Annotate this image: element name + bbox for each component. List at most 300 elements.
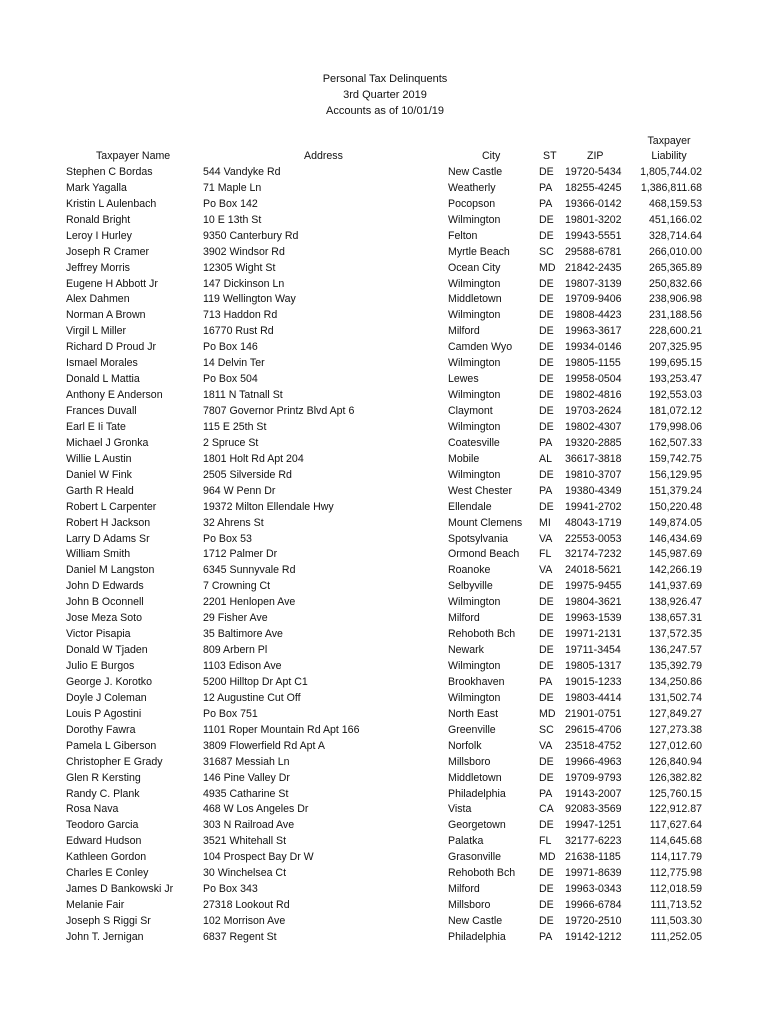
cell-taxpayer-name: Garth R Heald — [66, 484, 134, 497]
cell-city: Camden Wyo — [448, 341, 513, 354]
cell-address: 2505 Silverside Rd — [203, 468, 292, 481]
cell-state: DE — [539, 325, 554, 338]
cell-taxpayer-name: Julio E Burgos — [66, 660, 135, 672]
cell-taxpayer-name: Ismael Morales — [66, 357, 138, 370]
cell-city: Middletown — [448, 293, 502, 306]
cell-state: SC — [539, 723, 554, 736]
cell-zip: 21638-1185 — [565, 851, 621, 864]
cell-liability: 181,072.12 — [648, 405, 702, 417]
cell-zip: 19803-4414 — [565, 691, 622, 704]
cell-address: 964 W Penn Dr — [203, 484, 276, 497]
cell-address: 146 Pine Valley Dr — [203, 771, 290, 784]
cell-state: DE — [539, 691, 554, 704]
cell-address: 30 Winchelsea Ct — [203, 867, 287, 880]
cell-address: 102 Morrison Ave — [203, 915, 286, 927]
cell-liability: 150,220.48 — [648, 500, 702, 513]
cell-taxpayer-name: Victor Pisapia — [66, 628, 131, 641]
cell-state: DE — [539, 405, 554, 417]
table-row — [0, 739, 770, 755]
cell-address: 12305 Wight St — [203, 261, 276, 274]
cell-taxpayer-name: Pamela L Giberson — [66, 739, 157, 752]
cell-taxpayer-name: Donald L Mattia — [66, 373, 140, 386]
cell-address: Po Box 142 — [203, 197, 258, 210]
cell-city: Wilmington — [448, 596, 501, 609]
table-row — [0, 245, 770, 261]
cell-city: Wilmington — [448, 468, 501, 481]
cell-city: New Castle — [448, 915, 503, 927]
cell-state: DE — [539, 644, 554, 657]
cell-city: Wilmington — [448, 357, 501, 370]
cell-liability: 131,502.74 — [648, 691, 702, 704]
cell-liability: 159,742.75 — [648, 452, 702, 465]
cell-zip: 19934-0146 — [565, 341, 622, 354]
report-as-of: Accounts as of 10/01/19 — [325, 105, 445, 117]
cell-address: 6345 Sunnyvale Rd — [203, 564, 296, 577]
cell-taxpayer-name: Mark Yagalla — [66, 181, 127, 194]
cell-zip: 19142-1212 — [565, 930, 622, 943]
table-row — [0, 547, 770, 563]
cell-city: Milford — [448, 883, 480, 896]
cell-liability: 238,906.98 — [648, 293, 702, 306]
cell-state: SC — [539, 245, 554, 258]
cell-taxpayer-name: Ronald Bright — [66, 213, 131, 226]
cell-zip: 19966-4963 — [565, 755, 622, 768]
table-row — [0, 516, 770, 532]
cell-liability: 135,392.79 — [648, 660, 702, 672]
cell-zip: 29588-6781 — [565, 245, 622, 258]
cell-address: 10 E 13th St — [203, 213, 262, 226]
cell-address: 119 Wellington Way — [203, 293, 296, 306]
cell-state: DE — [539, 755, 554, 768]
cell-taxpayer-name: Robert H Jackson — [66, 516, 151, 529]
table-row — [0, 787, 770, 803]
cell-taxpayer-name: Jeffrey Morris — [66, 261, 130, 274]
cell-state: DE — [539, 819, 554, 832]
cell-liability: 112,018.59 — [649, 883, 702, 896]
cell-address: 16770 Rust Rd — [203, 325, 274, 338]
cell-address: Po Box 751 — [203, 707, 258, 720]
cell-zip: 19709-9793 — [565, 771, 622, 784]
cell-state: PA — [539, 436, 553, 449]
table-row — [0, 484, 770, 500]
cell-address: 19372 Milton Ellendale Hwy — [203, 500, 334, 513]
cell-address: Po Box 504 — [203, 373, 258, 386]
table-row — [0, 420, 770, 436]
delinquents-table — [0, 133, 770, 946]
cell-city: West Chester — [448, 484, 512, 497]
cell-address: Po Box 146 — [203, 341, 258, 354]
cell-zip: 19143-2007 — [565, 787, 622, 800]
cell-liability: 250,832.66 — [648, 277, 702, 290]
cell-city: Milford — [448, 612, 480, 625]
cell-city: Ormond Beach — [448, 548, 520, 561]
cell-city: Wilmington — [448, 277, 501, 290]
cell-address: 31687 Messiah Ln — [203, 755, 290, 768]
cell-address: 544 Vandyke Rd — [203, 165, 281, 178]
cell-city: Ellendale — [448, 500, 492, 513]
table-row — [0, 372, 770, 388]
cell-liability: 127,849.27 — [648, 707, 702, 720]
cell-zip: 48043-1719 — [565, 516, 622, 529]
cell-liability: 146,434.69 — [648, 532, 702, 545]
cell-city: Greenville — [448, 723, 496, 736]
cell-zip: 29615-4706 — [565, 723, 622, 736]
cell-address: 5200 Hilltop Dr Apt C1 — [203, 675, 308, 688]
cell-city: Philadelphia — [448, 930, 506, 943]
cell-taxpayer-name: Kristin L Aulenbach — [66, 197, 157, 210]
report-title-block — [0, 71, 770, 119]
cell-liability: 127,012.60 — [648, 739, 702, 752]
cell-zip: 19703-2624 — [565, 405, 622, 417]
cell-liability: 149,874.05 — [648, 516, 702, 529]
table-row — [0, 723, 770, 739]
cell-taxpayer-name: Glen R Kersting — [66, 771, 141, 784]
cell-address: 7807 Governor Printz Blvd Apt 6 — [203, 405, 355, 417]
cell-taxpayer-name: Daniel M Langston — [66, 564, 155, 577]
table-row — [0, 818, 770, 834]
cell-taxpayer-name: Richard D Proud Jr — [66, 341, 157, 354]
cell-liability: 117,627.64 — [649, 819, 702, 832]
cell-liability: 1,386,811.68 — [640, 181, 702, 194]
table-row — [0, 675, 770, 691]
report-title: Personal Tax Delinquents — [322, 73, 448, 85]
cell-zip: 19971-8639 — [565, 867, 622, 880]
cell-taxpayer-name: William Smith — [66, 548, 131, 561]
cell-taxpayer-name: Kathleen Gordon — [66, 851, 147, 864]
cell-liability: 228,600.21 — [648, 325, 702, 338]
cell-state: PA — [539, 787, 553, 800]
table-row — [0, 866, 770, 882]
cell-address: 1103 Edison Ave — [203, 660, 282, 672]
cell-address: 32 Ahrens St — [203, 516, 264, 529]
cell-city: Millsboro — [448, 899, 491, 912]
cell-state: DE — [539, 389, 554, 402]
cell-liability: 126,840.94 — [648, 755, 702, 768]
cell-address: 2 Spruce St — [203, 436, 259, 449]
cell-taxpayer-name: Earl E Ii Tate — [66, 420, 126, 433]
cell-taxpayer-name: Frances Duvall — [66, 405, 137, 417]
cell-zip: 24018-5621 — [565, 564, 622, 577]
table-row — [0, 356, 770, 372]
cell-zip: 19015-1233 — [565, 675, 622, 688]
cell-liability: 141,937.69 — [648, 580, 702, 593]
cell-zip: 32177-6223 — [565, 835, 622, 848]
cell-zip: 19963-0343 — [565, 883, 622, 896]
cell-city: Wilmington — [448, 420, 501, 433]
cell-liability: 122,912.87 — [648, 803, 702, 816]
cell-state: PA — [539, 930, 553, 943]
table-row — [0, 532, 770, 548]
table-row — [0, 388, 770, 404]
cell-taxpayer-name: Edward Hudson — [66, 835, 142, 848]
cell-city: Vista — [448, 803, 472, 816]
cell-state: PA — [539, 675, 553, 688]
cell-state: DE — [539, 293, 554, 306]
cell-state: DE — [539, 309, 554, 322]
cell-city: Milford — [448, 325, 480, 338]
cell-address: 14 Delvin Ter — [203, 357, 265, 370]
cell-state: MD — [539, 707, 556, 720]
cell-taxpayer-name: Dorothy Fawra — [66, 723, 136, 736]
table-row — [0, 802, 770, 818]
cell-address: 27318 Lookout Rd — [203, 899, 290, 912]
cell-address: 7 Crowning Ct — [203, 580, 271, 593]
cell-zip: 19720-2510 — [565, 915, 622, 927]
cell-liability: 231,188.56 — [648, 309, 702, 322]
cell-state: DE — [539, 899, 554, 912]
header-liability-top: Taxpayer — [647, 135, 691, 147]
table-row — [0, 181, 770, 197]
cell-taxpayer-name: Anthony E Anderson — [66, 389, 163, 402]
cell-city: Philadelphia — [448, 787, 506, 800]
table-row — [0, 643, 770, 659]
cell-zip: 19802-4816 — [565, 389, 622, 402]
cell-address: 809 Arbern Pl — [203, 644, 268, 657]
cell-taxpayer-name: Robert L Carpenter — [66, 500, 157, 513]
cell-taxpayer-name: Charles E Conley — [66, 867, 149, 880]
cell-zip: 19807-3139 — [565, 277, 622, 290]
table-header-top — [0, 133, 770, 149]
cell-zip: 19805-1317 — [565, 660, 622, 672]
cell-zip: 23518-4752 — [565, 739, 622, 752]
cell-liability: 207,325.95 — [648, 341, 702, 354]
cell-liability: 151,379.24 — [648, 484, 702, 497]
cell-zip: 18255-4245 — [565, 181, 622, 194]
cell-state: FL — [539, 835, 552, 848]
cell-taxpayer-name: Daniel W Fink — [66, 468, 132, 481]
cell-city: Claymont — [448, 405, 493, 417]
cell-state: DE — [539, 596, 554, 609]
cell-zip: 19958-0504 — [565, 373, 622, 386]
cell-zip: 19941-2702 — [565, 500, 622, 513]
table-row — [0, 707, 770, 723]
cell-liability: 451,166.02 — [648, 213, 702, 226]
cell-state: PA — [539, 484, 553, 497]
cell-liability: 192,553.03 — [648, 389, 702, 402]
cell-state: VA — [539, 564, 553, 577]
cell-state: VA — [539, 532, 553, 545]
cell-city: New Castle — [448, 165, 503, 178]
cell-city: Grasonville — [448, 851, 501, 864]
cell-zip: 19810-3707 — [565, 468, 622, 481]
cell-address: 4935 Catharine St — [203, 787, 289, 800]
table-row — [0, 691, 770, 707]
cell-taxpayer-name: Christopher E Grady — [66, 755, 163, 768]
cell-address: 2201 Henlopen Ave — [203, 596, 296, 609]
cell-address: 3521 Whitehall St — [203, 835, 287, 848]
cell-liability: 265,365.89 — [648, 261, 702, 274]
cell-zip: 19805-1155 — [565, 357, 621, 370]
cell-city: Selbyville — [448, 580, 493, 593]
cell-city: Spotsylvania — [448, 532, 509, 545]
cell-city: Felton — [448, 229, 478, 242]
cell-liability: 114,645.68 — [649, 835, 702, 848]
cell-taxpayer-name: Randy C. Plank — [66, 787, 140, 800]
cell-liability: 111,503.30 — [650, 915, 702, 927]
cell-zip: 19720-5434 — [565, 165, 622, 178]
cell-address: 71 Maple Ln — [203, 181, 262, 194]
table-row — [0, 213, 770, 229]
table-row — [0, 500, 770, 516]
cell-taxpayer-name: James D Bankowski Jr — [66, 883, 174, 896]
header-name: Taxpayer Name — [96, 150, 171, 162]
cell-taxpayer-name: Willie L Austin — [66, 452, 132, 465]
cell-state: MD — [539, 851, 556, 864]
cell-liability: 145,987.69 — [648, 548, 702, 561]
cell-address: 303 N Railroad Ave — [203, 819, 295, 832]
cell-address: 9350 Canterbury Rd — [203, 229, 299, 242]
cell-address: 3902 Windsor Rd — [203, 245, 285, 258]
cell-zip: 19801-3202 — [565, 213, 622, 226]
cell-liability: 136,247.57 — [648, 644, 702, 657]
cell-liability: 114,117.79 — [650, 851, 702, 864]
cell-state: DE — [539, 883, 554, 896]
cell-state: FL — [539, 548, 552, 561]
cell-city: Ocean City — [448, 261, 501, 274]
cell-state: DE — [539, 867, 554, 880]
cell-address: Po Box 343 — [203, 883, 258, 896]
cell-zip: 19804-3621 — [565, 596, 622, 609]
header-zip: ZIP — [587, 150, 604, 162]
cell-zip: 19709-9406 — [565, 293, 622, 306]
table-row — [0, 261, 770, 277]
header-st: ST — [543, 150, 557, 162]
table-row — [0, 659, 770, 675]
cell-taxpayer-name: George J. Korotko — [66, 675, 152, 688]
cell-state: DE — [539, 580, 554, 593]
cell-state: CA — [539, 803, 554, 816]
cell-liability: 266,010.00 — [648, 245, 702, 258]
cell-state: DE — [539, 277, 554, 290]
cell-address: 147 Dickinson Ln — [203, 277, 285, 290]
cell-liability: 111,252.05 — [650, 930, 702, 943]
cell-state: DE — [539, 213, 554, 226]
cell-taxpayer-name: John D Edwards — [66, 580, 144, 593]
cell-taxpayer-name: Donald W Tjaden — [66, 644, 148, 657]
cell-city: Wilmington — [448, 309, 501, 322]
cell-state: DE — [539, 357, 554, 370]
report-quarter: 3rd Quarter 2019 — [343, 89, 427, 101]
cell-liability: 162,507.33 — [648, 436, 702, 449]
table-row — [0, 611, 770, 627]
cell-address: 29 Fisher Ave — [203, 612, 268, 625]
cell-liability: 179,998.06 — [648, 420, 702, 433]
cell-address: 1712 Palmer Dr — [203, 548, 278, 561]
table-row — [0, 324, 770, 340]
cell-address: 1801 Holt Rd Apt 204 — [203, 452, 304, 465]
cell-city: Wilmington — [448, 213, 501, 226]
table-row — [0, 292, 770, 308]
table-row — [0, 898, 770, 914]
table-row — [0, 882, 770, 898]
cell-address: Po Box 53 — [203, 532, 252, 545]
cell-state: DE — [539, 612, 554, 625]
cell-liability: 199,695.15 — [648, 357, 702, 370]
cell-state: DE — [539, 660, 554, 672]
cell-zip: 19966-6784 — [565, 899, 622, 912]
cell-city: North East — [448, 707, 499, 720]
cell-zip: 19943-5551 — [565, 229, 622, 242]
cell-city: Lewes — [448, 373, 479, 386]
cell-zip: 32174-7232 — [565, 548, 622, 561]
table-row — [0, 436, 770, 452]
cell-state: PA — [539, 181, 553, 194]
header-city: City — [482, 150, 501, 162]
table-row — [0, 340, 770, 356]
cell-city: Millsboro — [448, 755, 491, 768]
cell-city: Brookhaven — [448, 675, 505, 688]
cell-liability: 156,129.95 — [648, 468, 702, 481]
cell-zip: 21842-2435 — [565, 261, 622, 274]
cell-address: 104 Prospect Bay Dr W — [203, 851, 314, 864]
cell-zip: 92083-3569 — [565, 803, 622, 816]
cell-zip: 19808-4423 — [565, 309, 622, 322]
cell-zip: 19963-3617 — [565, 325, 622, 338]
cell-taxpayer-name: John T. Jernigan — [66, 930, 144, 943]
table-row — [0, 277, 770, 293]
cell-state: VA — [539, 739, 553, 752]
cell-state: DE — [539, 341, 554, 354]
cell-address: 6837 Regent St — [203, 930, 277, 943]
table-row — [0, 579, 770, 595]
cell-state: DE — [539, 229, 554, 242]
cell-city: Wilmington — [448, 691, 501, 704]
cell-taxpayer-name: Larry D Adams Sr — [66, 532, 150, 545]
table-row — [0, 850, 770, 866]
cell-address: 115 E 25th St — [203, 420, 267, 433]
cell-state: DE — [539, 500, 554, 513]
cell-zip: 21901-0751 — [565, 707, 622, 720]
cell-city: Wilmington — [448, 660, 501, 672]
cell-address: 3809 Flowerfield Rd Apt A — [203, 739, 325, 752]
table-row — [0, 755, 770, 771]
cell-taxpayer-name: Jose Meza Soto — [66, 612, 142, 625]
cell-taxpayer-name: Eugene H Abbott Jr — [66, 277, 158, 290]
cell-state: DE — [539, 628, 554, 641]
table-header — [0, 149, 770, 165]
cell-state: DE — [539, 165, 554, 178]
table-row — [0, 452, 770, 468]
cell-city: Rehoboth Bch — [448, 867, 516, 880]
table-row — [0, 627, 770, 643]
cell-taxpayer-name: Leroy I Hurley — [66, 229, 132, 242]
cell-zip: 19975-9455 — [565, 580, 622, 593]
cell-taxpayer-name: Doyle J Coleman — [66, 691, 147, 704]
table-row — [0, 834, 770, 850]
cell-zip: 19320-2885 — [565, 436, 622, 449]
cell-liability: 126,382.82 — [648, 771, 702, 784]
cell-state: DE — [539, 420, 554, 433]
cell-liability: 193,253.47 — [648, 373, 702, 386]
cell-city: Coatesville — [448, 436, 500, 449]
cell-taxpayer-name: Michael J Gronka — [66, 436, 149, 449]
cell-liability: 127,273.38 — [648, 723, 702, 736]
cell-state: MI — [539, 516, 551, 529]
cell-state: DE — [539, 468, 554, 481]
cell-city: Wilmington — [448, 389, 501, 402]
cell-city: Georgetown — [448, 819, 506, 832]
cell-state: MD — [539, 261, 556, 274]
cell-city: Pocopson — [448, 197, 496, 210]
cell-zip: 19963-1539 — [565, 612, 622, 625]
table-row — [0, 404, 770, 420]
cell-address: 713 Haddon Rd — [203, 309, 278, 322]
cell-taxpayer-name: Norman A Brown — [66, 309, 146, 322]
cell-zip: 19711-3454 — [565, 644, 621, 657]
cell-address: 35 Baltimore Ave — [203, 628, 283, 641]
table-row — [0, 914, 770, 930]
cell-taxpayer-name: Virgil L Miller — [66, 325, 127, 338]
